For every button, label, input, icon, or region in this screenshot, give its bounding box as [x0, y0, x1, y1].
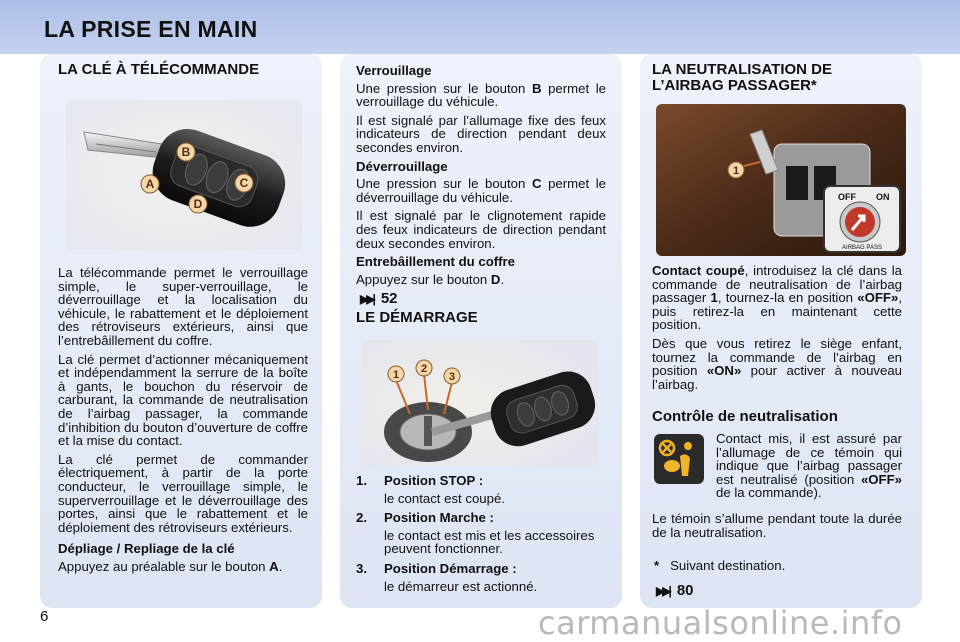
- remote-key-text: [58, 266, 308, 578]
- neutralisation-check-heading: [652, 409, 902, 425]
- section-heading-remote-key: LA CLÉ À TÉLÉCOMMANDE: [58, 61, 260, 78]
- footnote: [654, 559, 904, 578]
- remote-key-illustration: [66, 100, 302, 250]
- list-item: 3. Position Démarrage : le démarreur est actionné.: [356, 560, 538, 594]
- label-2: 2: [420, 363, 428, 375]
- list-item: 2. Position Marche : le contact est mis et les accessoires peuvent fonctionner.: [356, 510, 595, 557]
- off-label: OFF: [838, 192, 856, 202]
- footnote-star: *: [654, 558, 660, 573]
- subheading-unlocking: Déverrouillage: [356, 158, 448, 174]
- airbag-text: [652, 264, 902, 396]
- paragraph: La clé permet de commander électriquement, à partir de la porte conducteur, le verrouillage simple, le superverrouillage et le déverrouillage des portes, ainsi que le rabattement et le déploiement des rétroviseurs extérieurs.: [58, 451, 308, 535]
- starting-heading: [356, 310, 606, 326]
- paragraph: Une pression sur le bouton C permet le déverrouillage du véhicule.: [356, 176, 606, 205]
- paragraph: Le témoin s’allume pendant toute la durée de la neutralisation.: [652, 511, 902, 540]
- paragraph: Il est signalé par l’allumage fixe des feux indicateurs de direction pendant deux secondes environ.: [356, 112, 606, 155]
- label-B: B: [181, 145, 191, 159]
- remote-key-photo: [66, 100, 302, 250]
- airbag-switch-photo: [656, 104, 906, 256]
- airbag-pass-label: AIRBAG PASS: [842, 245, 882, 251]
- subheading-locking: Verrouillage: [356, 63, 432, 78]
- airbag-heading: [652, 62, 902, 94]
- label-A: A: [145, 177, 155, 191]
- paragraph: Appuyez au préalable sur le bouton A.: [58, 558, 283, 574]
- paragraph: Une pression sur le bouton B permet le verrouillage du véhicule.: [356, 80, 606, 110]
- paragraph: Il est signalé par le clignotement rapide des feux indicateurs de direction pendant deux secondes environ.: [356, 208, 606, 251]
- ignition-illustration: [362, 340, 598, 466]
- footnote-text: Suivant destination.: [670, 558, 786, 573]
- page-reference-80[interactable]: [656, 582, 694, 599]
- label-C: C: [239, 176, 249, 190]
- label-1: 1: [732, 165, 740, 177]
- subheading-neutralisation-check: Contrôle de neutralisation: [652, 408, 838, 425]
- neutralisation-check-text: [716, 432, 902, 505]
- page-number: 6: [40, 608, 49, 625]
- watermark: carmanualsonline.info: [538, 604, 903, 642]
- neutralisation-duration-text: [652, 512, 902, 544]
- locking-text: [356, 64, 606, 291]
- paragraph: La télécommande permet le verrouillage simple, le super-verrouillage, le déverrouillage et la localisation du véhicule, le rabattement et le déploiement des rétroviseurs extérieurs, ainsi que l’entrebâillement du coffre.: [58, 265, 308, 348]
- airbag-switch-illustration: [656, 104, 906, 256]
- section-heading-starting: LE DÉMARRAGE: [356, 309, 478, 326]
- paragraph: Contact mis, il est assuré par l’allumage de ce témoin qui indique que l’airbag passager est neutralisé (position «OFF» de la commande).: [716, 431, 902, 501]
- paragraph: Contact coupé, introduisez la clé dans la commande de neutralisation de l’airbag passager 1, tournez-la en position «OFF», puis retirez-la en maintenant cette position.: [652, 263, 902, 333]
- ignition-key-photo: [362, 340, 598, 466]
- paragraph: Dès que vous retirez le siège enfant, tournez la commande de l’airbag en position «ON» pour activer à nouveau l’airbag.: [652, 335, 902, 392]
- label-3: 3: [448, 371, 456, 383]
- paragraph: Appuyez sur le bouton D.: [356, 271, 505, 287]
- label-D: D: [193, 197, 203, 211]
- label-1: 1: [392, 369, 400, 381]
- next-page-icon: ▶▶|: [656, 583, 669, 598]
- page-title: LA PRISE EN MAIN: [44, 16, 258, 42]
- section-heading-airbag: LA NEUTRALISATION DE L’AIRBAG PASSAGER*: [652, 61, 832, 94]
- subheading-trunk: Entrebâillement du coffre: [356, 254, 516, 270]
- next-page-icon: ▶▶|: [360, 291, 373, 306]
- page-reference-52[interactable]: [360, 290, 398, 307]
- reference-number: 80: [676, 582, 694, 599]
- reference-number: 52: [380, 290, 398, 307]
- list-item: 1. Position STOP : le contact est coupé.: [356, 473, 505, 506]
- on-label: ON: [876, 192, 890, 202]
- subheading-fold-key: Dépliage / Repliage de la clé: [58, 541, 235, 557]
- paragraph: La clé permet d’actionner mécaniquement et indépendamment la serrure de la boîte à gants, le bouchon du réservoir de carburant, la commande de neutralisation de l’airbag passager, la commande d’inhibition du bouton d’ouverture de coffre et la mise du contact.: [58, 351, 308, 449]
- ignition-positions-list: [356, 474, 606, 599]
- remote-key-section-heading: [58, 62, 310, 78]
- airbag-warning-lamp-icon: [654, 434, 704, 484]
